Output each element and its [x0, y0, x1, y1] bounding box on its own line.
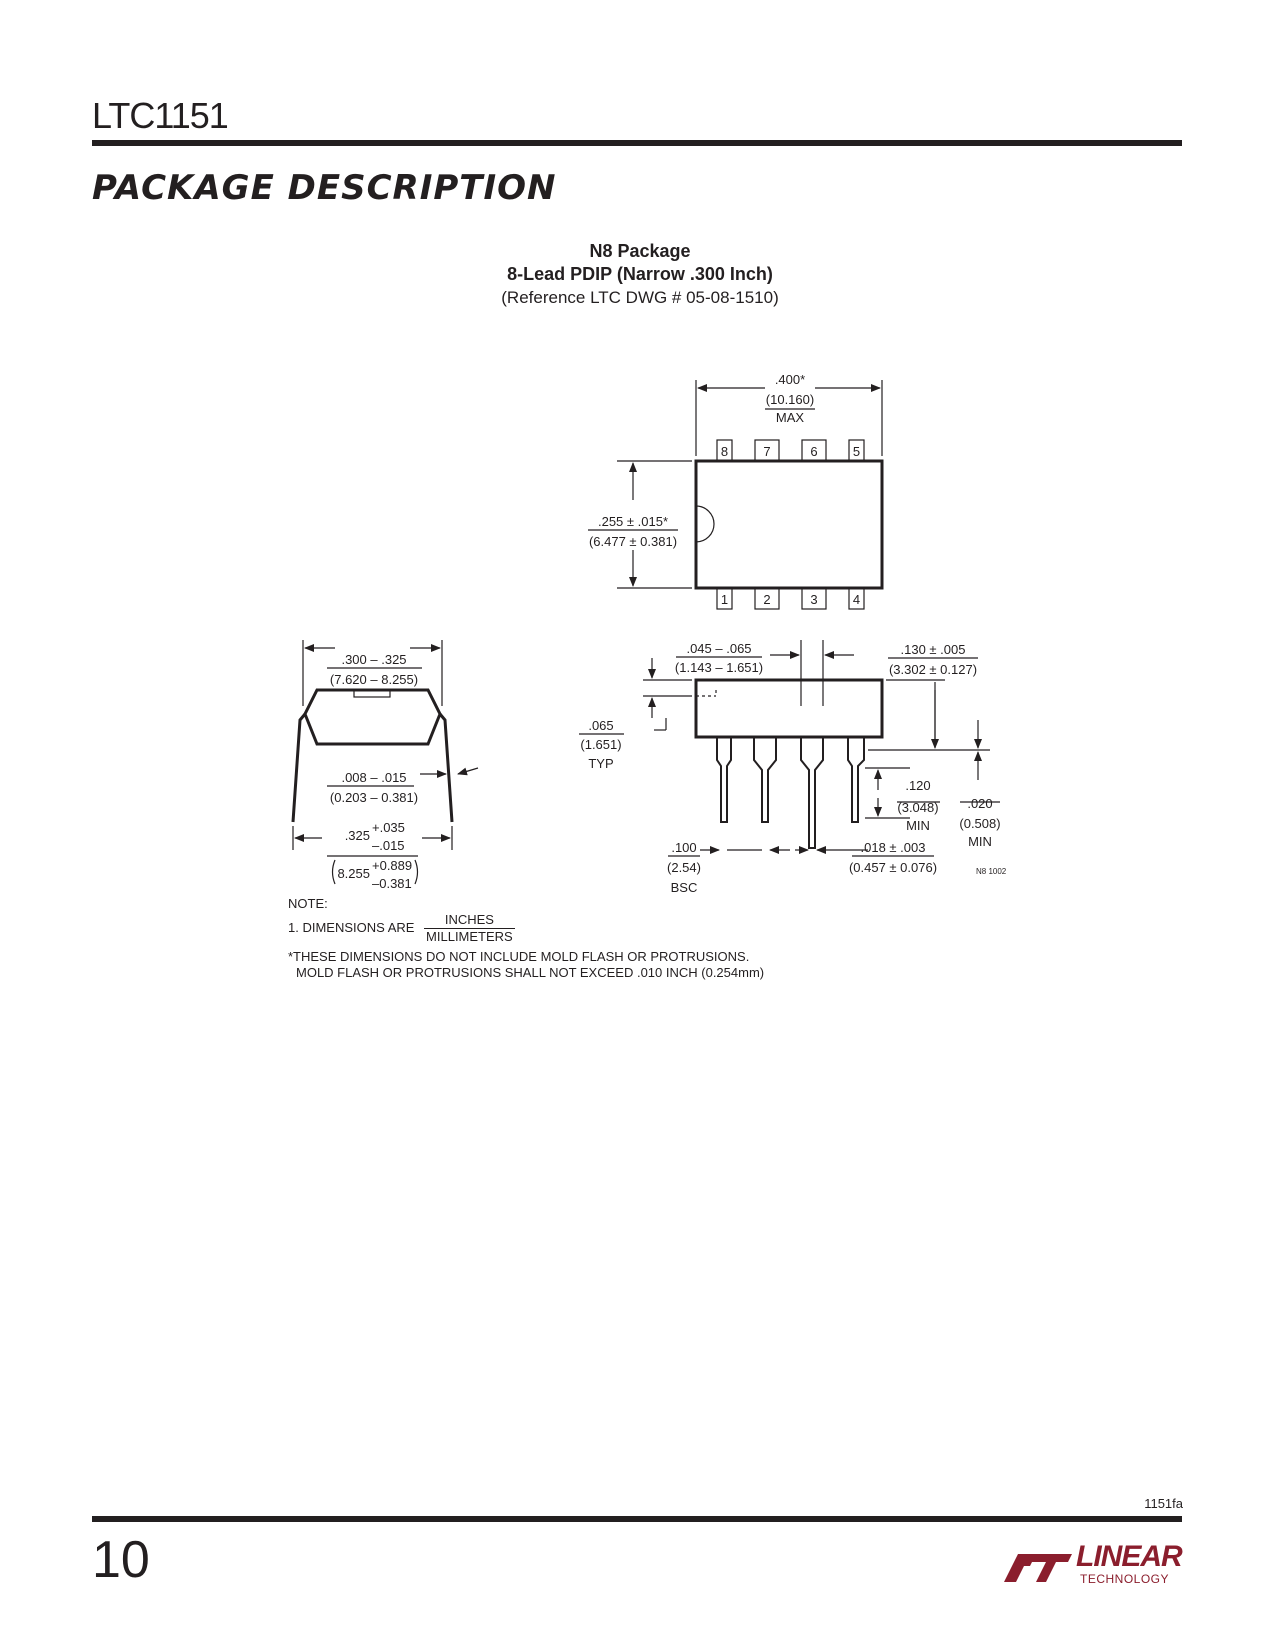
end-spread-in: .325 — [344, 828, 370, 843]
footer-rule — [92, 1516, 1182, 1522]
note-star-2: MOLD FLASH OR PROTRUSIONS SHALL NOT EXCEED .010 INCH (0.254mm) — [296, 965, 765, 980]
note-dimensions — [288, 912, 764, 945]
caption-reference: (Reference LTC DWG # 05-08-1510) — [501, 288, 779, 307]
end-spread-in-tol-plus: +.035 — [372, 820, 405, 835]
side-seat-mm: (0.508) — [959, 816, 1001, 831]
side-lead-3 — [801, 737, 823, 848]
top-width-mm: (10.160) — [765, 392, 815, 407]
caption-package: N8 Package — [589, 241, 691, 261]
end-span-mm: (7.620 – 8.255) — [329, 672, 419, 687]
side-view-body — [696, 680, 882, 737]
side-lead-2 — [754, 737, 776, 822]
side-lead-len-in: .120 — [905, 778, 931, 793]
pin-label-1: 1 — [720, 592, 729, 607]
doc-code: 1151fa — [1144, 1496, 1183, 1511]
side-lead-1 — [717, 737, 731, 822]
note-dim-prefix: 1. DIMENSIONS ARE — [288, 919, 415, 935]
end-spread-mm: 8.255 — [337, 866, 370, 881]
side-shoulder-in: .045 – .065 — [686, 641, 752, 656]
note-dim-fraction — [424, 912, 515, 945]
side-lead-w-mm: (0.457 ± 0.076) — [848, 860, 938, 875]
note-dim-num: INCHES — [424, 912, 515, 929]
top-height-mm: (6.477 ± 0.381) — [588, 534, 678, 549]
side-body-in: .130 ± .005 — [900, 642, 966, 657]
side-seat-in: .020 — [967, 796, 993, 811]
note-dim-den: MILLIMETERS — [426, 929, 513, 944]
note-label: NOTE: — [288, 896, 328, 911]
side-seat-note: MIN — [968, 834, 992, 849]
end-span-in: .300 – .325 — [341, 652, 407, 667]
lt-logo-icon — [1000, 1546, 1076, 1586]
end-lead-left — [293, 714, 305, 822]
brand-sub: TECHNOLOGY — [1080, 1572, 1170, 1586]
side-lead-len-mm: (3.048) — [897, 800, 939, 815]
side-shoulder-mm: (1.143 – 1.651) — [674, 660, 764, 675]
caption-description: 8-Lead PDIP (Narrow .300 Inch) — [507, 264, 773, 284]
top-width-in: .400* — [774, 372, 806, 387]
side-standoff-in: .065 — [588, 718, 614, 733]
side-standoff-note: TYP — [588, 756, 614, 771]
top-view — [588, 380, 882, 609]
end-view-body — [305, 690, 440, 744]
side-body-mm: (3.302 ± 0.127) — [888, 662, 978, 677]
side-pitch-mm: (2.54) — [667, 860, 701, 875]
side-lead-w-in: .018 ± .003 — [860, 840, 926, 855]
end-spread-in-tol-minus: –.015 — [372, 838, 405, 853]
end-spread-mm-tol-plus: +0.889 — [372, 858, 413, 873]
section-title: PACKAGE DESCRIPTION — [92, 168, 557, 208]
top-height-in: .255 ± .015* — [597, 514, 669, 529]
part-number: LTC1151 — [92, 95, 228, 136]
top-view-body — [696, 461, 882, 588]
pin-label-6: 6 — [810, 444, 818, 459]
pin-label-2: 2 — [763, 592, 771, 607]
end-lead-right — [440, 714, 452, 822]
pin-label-8: 8 — [720, 444, 729, 459]
brand-name: LINEAR — [1076, 1540, 1182, 1573]
end-spread-mm-tol-minus: –0.381 — [372, 876, 412, 891]
pin-label-5: 5 — [852, 444, 861, 459]
page-number: 10 — [92, 1531, 150, 1589]
pin-label-3: 3 — [810, 592, 818, 607]
top-width-note: MAX — [775, 410, 805, 425]
notes — [288, 896, 764, 981]
note-star-1: *THESE DIMENSIONS DO NOT INCLUDE MOLD FLASH OR PROTRUSIONS. — [288, 949, 750, 964]
linear-logo — [1000, 1540, 1180, 1592]
side-pitch-note: BSC — [670, 880, 698, 895]
end-lead-thk-in: .008 – .015 — [341, 770, 407, 785]
end-lead-thk-mm: (0.203 – 0.381) — [329, 790, 419, 805]
side-pitch-in: .100 — [671, 840, 697, 855]
side-lead-4 — [848, 737, 864, 822]
side-lead-len-note: MIN — [906, 818, 930, 833]
pin-label-4: 4 — [852, 592, 861, 607]
side-standoff-mm: (1.651) — [580, 737, 622, 752]
pin-label-7: 7 — [763, 444, 771, 459]
drawing-code: N8 1002 — [976, 867, 1007, 876]
pin1-notch — [696, 506, 714, 542]
